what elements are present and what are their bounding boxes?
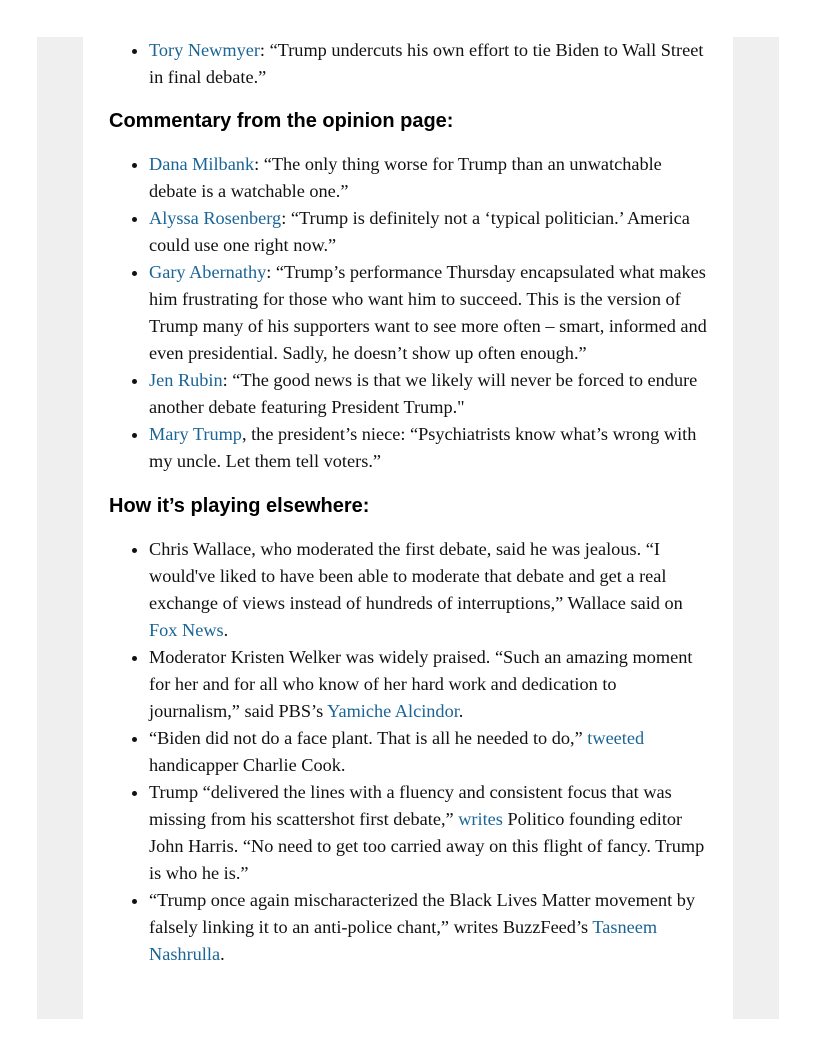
source-link[interactable]: writes xyxy=(458,809,503,829)
list-item xyxy=(149,37,709,91)
list-item xyxy=(149,151,709,205)
quote-text: : “Trump undercuts his own effort to tie Biden to Wall Street in final debate.” xyxy=(149,40,704,87)
commentary-heading: Commentary from the opinion page: xyxy=(109,110,454,132)
item-text-after: Politico founding editor John Harris. “No need to get too carried away on this flight of fancy. Trump is who he is.” xyxy=(149,809,705,883)
right-margin-gutter xyxy=(733,37,779,1019)
article-body xyxy=(109,37,709,968)
list-item xyxy=(149,887,709,968)
left-margin-gutter xyxy=(37,37,83,1019)
elsewhere-heading: How it’s playing elsewhere: xyxy=(109,495,370,517)
quote-text: : “Trump is definitely not a ‘typical politician.’ America could use one right now.” xyxy=(149,208,690,255)
item-text-after: . xyxy=(220,944,225,964)
quote-author-link[interactable]: Jen Rubin xyxy=(149,370,223,390)
list-item xyxy=(149,259,709,367)
list-item xyxy=(149,205,709,259)
list-item xyxy=(149,421,709,475)
list-item xyxy=(149,644,709,725)
item-text-before: Chris Wallace, who moderated the first debate, said he was jealous. “I would've liked to have been able to moderate that debate and get a real exchange of views instead of hundreds of interruptions,” Wallace said on xyxy=(149,539,683,613)
quote-text: : “The good news is that we likely will never be forced to endure another debate featuring President Trump." xyxy=(149,370,698,417)
quote-author-link[interactable]: Alyssa Rosenberg xyxy=(149,208,282,228)
item-text-after: handicapper Charlie Cook. xyxy=(149,755,346,775)
quote-author-link[interactable]: Gary Abernathy xyxy=(149,262,267,282)
quote-author-link[interactable]: Dana Milbank xyxy=(149,154,255,174)
list-item xyxy=(149,779,709,887)
item-text-after: . xyxy=(223,620,229,640)
item-text-before: Moderator Kristen Welker was widely praised. “Such an amazing moment for her and for all who know of her hard work and dedication to journalism,” said PBS’s xyxy=(149,647,693,721)
elsewhere-list xyxy=(109,536,709,968)
list-item xyxy=(149,367,709,421)
quote-author-link[interactable]: Tory Newmyer xyxy=(149,40,260,60)
item-text-after: . xyxy=(458,701,464,721)
source-link[interactable]: Tasneem Nashrulla xyxy=(149,917,658,964)
quote-text: , the president’s niece: “Psychiatrists know what’s wrong with my uncle. Let them tell voters.” xyxy=(149,424,697,471)
list-item xyxy=(149,725,709,779)
item-text-before: “Trump once again mischaracterized the Black Lives Matter movement by falsely linking it to an anti-police chant,” writes BuzzFeed’s xyxy=(149,890,696,937)
quote-author-link[interactable]: Mary Trump xyxy=(149,424,242,444)
source-link[interactable]: Fox News xyxy=(149,620,224,640)
item-text-before: “Biden did not do a face plant. That is all he needed to do,” xyxy=(149,728,588,748)
item-text-before: Trump “delivered the lines with a fluency and consistent focus that was missing from his scattershot first debate,” xyxy=(149,782,672,829)
list-item xyxy=(149,536,709,644)
top-quote-list xyxy=(109,37,709,91)
source-link[interactable]: Yamiche Alcindor xyxy=(327,701,459,721)
commentary-list xyxy=(109,151,709,475)
quote-text: : “Trump’s performance Thursday encapsulated what makes him frustrating for those who want him to succeed. This is the version of Trump many of his supporters want to see more often – smart, informed and even presidential. Sadly, he doesn’t show up often enough.” xyxy=(149,262,707,363)
source-link[interactable]: tweeted xyxy=(587,728,645,748)
quote-text: : “The only thing worse for Trump than an unwatchable debate is a watchable one.” xyxy=(149,154,662,201)
